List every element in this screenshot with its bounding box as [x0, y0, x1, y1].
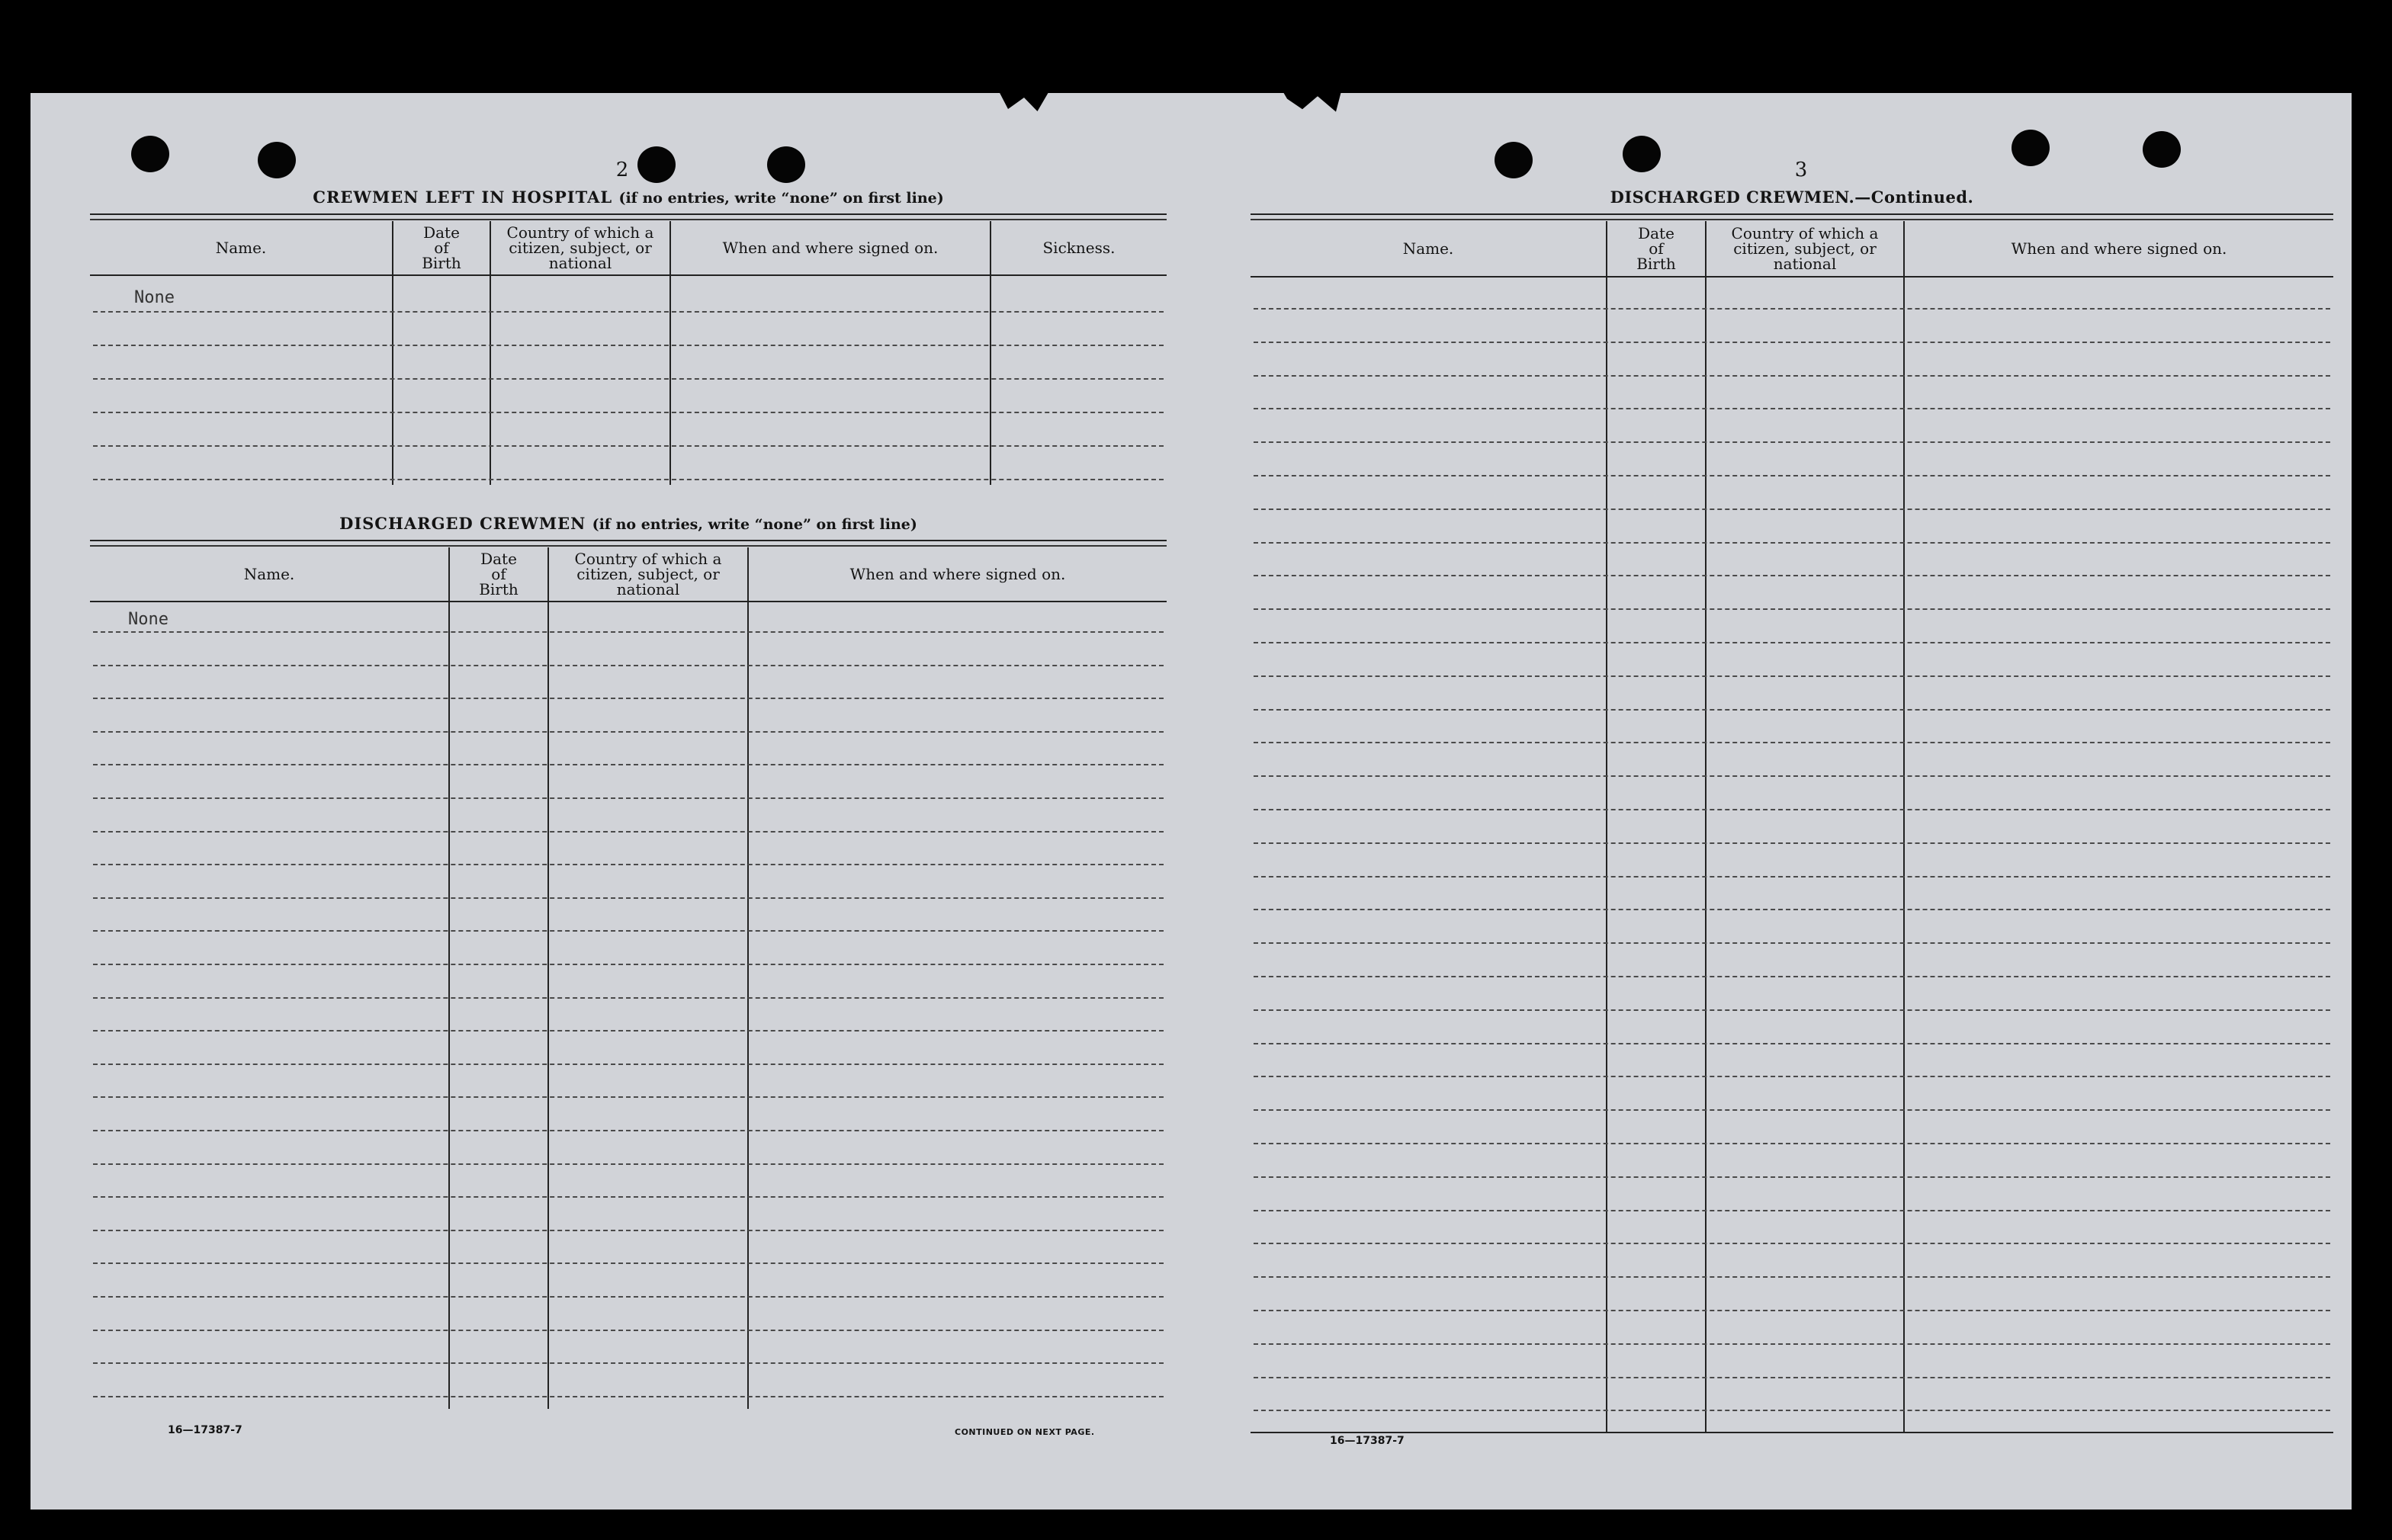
col-header-name: Name. — [1402, 239, 1454, 258]
col-header-signed-on: When and where signed on. — [849, 565, 1066, 583]
col-header-date-of-birth: Date of Birth — [479, 550, 519, 598]
ruled-line — [93, 1130, 1164, 1131]
ruled-line — [1254, 675, 2330, 677]
ruled-line — [1254, 876, 2330, 877]
col-header-date-of-birth: Date of Birth — [1636, 224, 1676, 273]
ruled-line — [1254, 542, 2330, 544]
ruled-line — [93, 631, 1164, 633]
ruled-line — [1254, 1243, 2330, 1244]
hospital-table — [90, 213, 1167, 488]
ruled-line — [1254, 809, 2330, 810]
ruled-line — [1254, 1009, 2330, 1011]
ruled-line — [93, 831, 1164, 833]
ruled-line — [93, 930, 1164, 932]
ruled-line — [93, 1330, 1164, 1331]
ruled-line — [93, 1196, 1164, 1198]
page-number: 3 — [1794, 159, 1808, 181]
ruled-line — [1254, 509, 2330, 510]
ruled-line — [1254, 408, 2330, 409]
ruled-line — [1254, 342, 2330, 343]
ruled-line — [1254, 942, 2330, 944]
section-title-text: DISCHARGED CREWMEN — [339, 514, 586, 533]
ruled-line — [93, 1096, 1164, 1098]
ruled-line — [93, 665, 1164, 666]
ruled-line — [1254, 642, 2330, 643]
ruled-line — [93, 1296, 1164, 1298]
ruled-line — [1254, 709, 2330, 711]
ruled-line — [93, 864, 1164, 865]
ruled-line — [1254, 1377, 2330, 1378]
ruled-line — [1254, 976, 2330, 977]
ruled-line — [1254, 575, 2330, 576]
ruled-line — [1254, 1210, 2330, 1211]
ruled-line — [1254, 375, 2330, 377]
discharged-first-entry: None — [128, 610, 169, 629]
section-instruction: (if no entries, write “none” on first line) — [592, 516, 917, 533]
section-title — [90, 188, 1167, 207]
col-header-country: Country of which a citizen, subject, or national — [1731, 224, 1879, 273]
ruled-line — [1254, 1043, 2330, 1044]
ruled-line — [93, 897, 1164, 899]
ruled-line — [1254, 909, 2330, 910]
col-header-country: Country of which a citizen, subject, or national — [574, 550, 722, 598]
ruled-line — [1254, 308, 2330, 310]
ruled-line — [1254, 475, 2330, 476]
ruled-line — [1254, 775, 2330, 777]
form-number: 16—17387-7 — [168, 1424, 242, 1436]
left-page — [90, 93, 1167, 1510]
form-number: 16—17387-7 — [1330, 1435, 1405, 1447]
ruled-line — [1254, 1343, 2330, 1345]
continued-note: CONTINUED ON NEXT PAGE. — [955, 1427, 1095, 1437]
ruled-line — [93, 1262, 1164, 1264]
col-header-signed-on: When and where signed on. — [2011, 239, 2227, 258]
page-number: 2 — [615, 159, 629, 181]
ruled-line — [93, 1163, 1164, 1165]
ruled-line — [93, 1396, 1164, 1397]
col-header-signed-on: When and where signed on. — [722, 239, 939, 257]
ruled-line — [93, 764, 1164, 765]
ledger-sheet — [31, 93, 2352, 1510]
section-title — [90, 514, 1167, 533]
ruled-line — [1254, 1310, 2330, 1311]
discharged-table — [90, 540, 1167, 1416]
col-header-country: Country of which a citizen, subject, or national — [506, 223, 654, 272]
ruled-line — [93, 1362, 1164, 1364]
hospital-first-entry: None — [134, 288, 175, 307]
ruled-line — [1254, 441, 2330, 443]
right-page — [1251, 93, 2333, 1510]
ruled-line — [1254, 742, 2330, 743]
col-header-name: Name. — [215, 239, 267, 257]
ruled-line — [1254, 1176, 2330, 1178]
ruled-line — [93, 698, 1164, 699]
section-title-text: CREWMEN LEFT IN HOSPITAL — [313, 188, 613, 207]
col-header-name: Name. — [243, 565, 295, 583]
ruled-line — [93, 731, 1164, 733]
ruled-line — [1254, 1143, 2330, 1144]
ruled-line — [93, 964, 1164, 965]
ruled-line — [1254, 1109, 2330, 1111]
ruled-line — [93, 997, 1164, 999]
ruled-line — [93, 797, 1164, 799]
ruled-line — [1254, 842, 2330, 844]
col-header-date-of-birth: Date of Birth — [422, 223, 461, 272]
ruled-line — [93, 1064, 1164, 1065]
discharged-continued-table — [1251, 213, 2333, 1433]
ruled-line — [1254, 1276, 2330, 1278]
col-header-sickness: Sickness. — [1042, 239, 1116, 257]
ruled-line — [1254, 1410, 2330, 1411]
ruled-line — [93, 1030, 1164, 1031]
ruled-line — [93, 1230, 1164, 1231]
ruled-line — [1254, 608, 2330, 610]
section-instruction: (if no entries, write “none” on first line) — [618, 190, 944, 207]
section-title: DISCHARGED CREWMEN.—Continued. — [1610, 188, 1974, 207]
ruled-line — [1254, 1076, 2330, 1077]
